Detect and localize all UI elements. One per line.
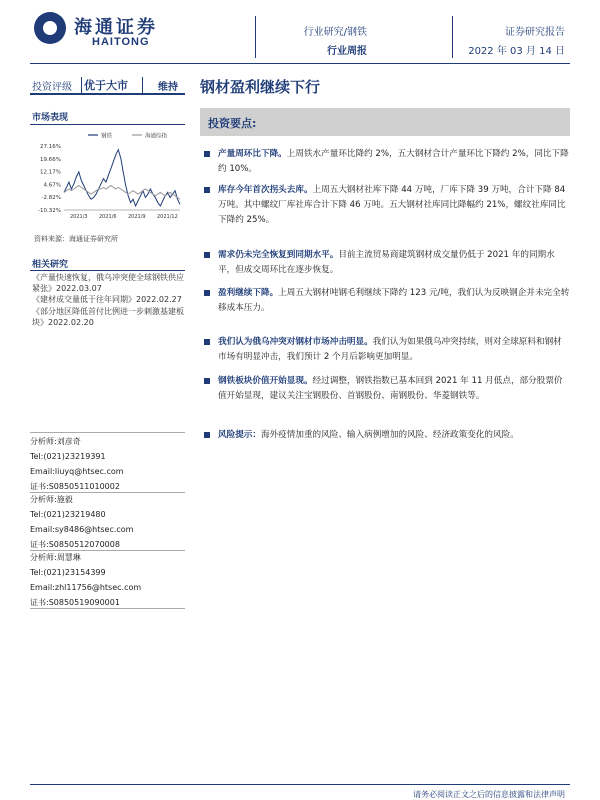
footer-rule bbox=[30, 784, 570, 785]
analyst-email[interactable]: Email:sy8486@htsec.com bbox=[30, 525, 134, 534]
related-report-link[interactable]: 《产量快速恢复，俄乌冲突使全球钢铁供应紧张》2022.03.07 bbox=[32, 273, 184, 293]
analyst-tel: Tel:(021)23219480 bbox=[30, 510, 106, 519]
bullet-icon bbox=[204, 151, 210, 157]
x-tick-label: 2021/12 bbox=[157, 214, 178, 220]
rating-label: 投资评级 bbox=[32, 82, 72, 93]
key-point-item bbox=[204, 147, 570, 177]
key-point-body: 我们认为如果俄乌冲突持续，则对全球原料和钢材市场有明显冲击，我们预计 2 个月后影响更加明显。 bbox=[218, 337, 562, 362]
legend-label: 海通综指 bbox=[145, 133, 168, 140]
industry-label: 行业研究/钢铁 bbox=[303, 27, 367, 38]
analyst-divider bbox=[30, 492, 185, 493]
logo-english-name: HAITONG bbox=[92, 36, 150, 48]
bullet-icon bbox=[204, 187, 210, 193]
analyst-name: 分析师:周慧琳 bbox=[30, 553, 81, 562]
key-point-body: 经过调整，钢铁指数已基本回到 2021 年 11 月低点，部分股票价值开始显现，建议关注宝钢股份、首钢股份、南钢股份、华菱钢铁等。 bbox=[218, 376, 563, 401]
header-divider bbox=[255, 16, 256, 58]
rating-box bbox=[30, 77, 185, 95]
brand-report-label: 证券研究报告 bbox=[505, 27, 565, 38]
series-line bbox=[64, 150, 180, 206]
y-tick-label: -2.82% bbox=[41, 195, 61, 202]
y-tick-label: -10.32% bbox=[38, 208, 61, 214]
rating-value: 优于大市 bbox=[84, 79, 128, 92]
key-point-head: 需求仍未完全恢复到同期水平。 bbox=[218, 250, 339, 260]
analyst-tel: Tel:(021)23219391 bbox=[30, 452, 106, 461]
x-tick-label: 2021/6 bbox=[99, 214, 117, 220]
y-tick-label: 4.67% bbox=[43, 182, 61, 189]
bullet-icon bbox=[204, 290, 210, 296]
logo-chinese-name: 海通证券 bbox=[74, 17, 158, 38]
x-tick-label: 2021/3 bbox=[70, 214, 88, 220]
report-type-label: 行业周报 bbox=[327, 46, 367, 57]
market-section-title: 市场表现 bbox=[32, 113, 69, 123]
y-tick-label: 12.17% bbox=[40, 169, 61, 176]
section-rule bbox=[30, 124, 185, 125]
chart-source: 资料来源：海通证券研究所 bbox=[34, 235, 118, 243]
analyst-cert: 证书:S0850511010002 bbox=[30, 482, 120, 491]
key-point-body: 上周铁水产量环比降约 2%，五大钢材合计产量环比下降约 2%，同比下降约 10%。 bbox=[218, 149, 569, 174]
analyst-cert: 证书:S0850512070008 bbox=[30, 540, 120, 549]
market-chart-svg bbox=[30, 128, 185, 228]
related-report-link[interactable]: 《建材成交量低于往年同期》2022.02.27 bbox=[32, 295, 182, 304]
header-divider bbox=[452, 16, 453, 58]
x-tick-label: 2021/9 bbox=[128, 214, 146, 220]
key-point-item bbox=[204, 286, 570, 316]
analyst-divider bbox=[30, 608, 185, 609]
key-point-body: 海外疫情加重的风险、输入病例增加的风险、经济政策变化的风险。 bbox=[260, 430, 519, 440]
header-rule bbox=[30, 63, 570, 64]
key-point-head: 钢铁板块价值开始显现。 bbox=[218, 376, 313, 386]
related-report-link[interactable]: 《部分地区降低首付比例进一步刺激基建板块》2022.02.20 bbox=[32, 307, 184, 327]
haitong-logo-icon bbox=[34, 12, 66, 44]
bullet-icon bbox=[204, 432, 210, 438]
bullet-icon bbox=[204, 339, 210, 345]
bullet-icon bbox=[204, 378, 210, 384]
analyst-tel: Tel:(021)23154399 bbox=[30, 568, 106, 577]
key-point-item bbox=[204, 183, 570, 228]
bullet-icon bbox=[204, 252, 210, 258]
key-point-head: 风险提示： bbox=[218, 430, 261, 440]
analyst-divider bbox=[30, 550, 185, 551]
report-date: 2022 年 03 月 14 日 bbox=[468, 46, 565, 57]
footer-disclaimer: 请务必阅读正文之后的信息披露和法律声明 bbox=[413, 790, 565, 799]
key-point-body: 上周五大钢材社库下降 44 万吨，厂库下降 39 万吨，合计下降 84 万吨。其中螺纹厂库社库合计下降 46 万吨。五大钢材社库同比降幅约 21%，螺纹社库同比下降约 25%。 bbox=[218, 185, 566, 225]
key-point-head: 库存今年首次拐头去库。 bbox=[218, 185, 313, 195]
rating-divider bbox=[81, 77, 82, 93]
rating-divider bbox=[142, 77, 143, 93]
key-point-item bbox=[204, 428, 570, 443]
analyst-name: 分析师:刘彦奇 bbox=[30, 437, 81, 446]
key-points-title: 投资要点: bbox=[208, 117, 257, 130]
analyst-divider bbox=[30, 432, 185, 433]
section-rule bbox=[30, 270, 185, 271]
y-tick-label: 27.16% bbox=[40, 144, 61, 150]
key-points-header bbox=[200, 108, 570, 136]
key-point-item bbox=[204, 374, 570, 404]
analyst-email[interactable]: Email:liuyq@htsec.com bbox=[30, 467, 124, 476]
legend-label: 钢铁 bbox=[101, 133, 113, 140]
key-point-item bbox=[204, 248, 570, 278]
analyst-cert: 证书:S0850519090001 bbox=[30, 598, 120, 607]
series-line bbox=[64, 186, 180, 200]
key-point-head: 盈利继续下降。 bbox=[218, 288, 279, 298]
market-chart bbox=[30, 128, 185, 228]
key-point-head: 产量周环比下降。 bbox=[218, 149, 287, 159]
report-title: 钢材盈利继续下行 bbox=[200, 78, 321, 96]
related-section-title: 相关研究 bbox=[32, 260, 69, 270]
key-point-item bbox=[204, 335, 570, 365]
rating-status: 维持 bbox=[158, 82, 178, 93]
analyst-email[interactable]: Email:zhl11756@htsec.com bbox=[30, 583, 142, 592]
key-point-body: 目前主流贸易商建筑钢材成交量仍低于 2021 年的同期水平，但成交周环比在逐步恢复。 bbox=[218, 250, 555, 275]
key-point-body: 上周五大钢材吨钢毛利继续下降约 123 元/吨，我们认为反映钢企并未完全转移成本压力。 bbox=[218, 288, 570, 313]
analyst-name: 分析师:施毅 bbox=[30, 495, 73, 504]
y-tick-label: 19.66% bbox=[40, 156, 61, 163]
key-point-head: 我们认为俄乌冲突对钢材市场冲击明显。 bbox=[218, 337, 373, 347]
